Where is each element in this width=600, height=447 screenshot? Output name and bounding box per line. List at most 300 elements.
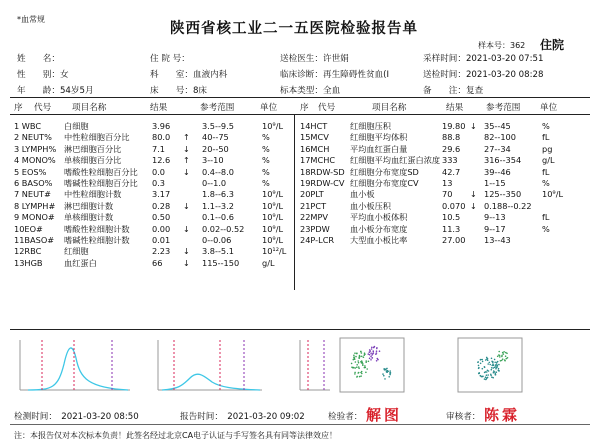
scatter-point	[496, 362, 498, 364]
test-result: 0.28	[152, 200, 171, 211]
scatter-point	[482, 376, 484, 378]
test-code: 5 EOS%	[14, 166, 47, 177]
table-row	[12, 144, 294, 155]
plt-histogram	[300, 340, 330, 390]
abnormal-flag: ↓	[470, 200, 477, 211]
test-name: 大型血小板比率	[350, 234, 408, 245]
test-result: 0.01	[152, 234, 171, 245]
scatter-point	[486, 374, 488, 376]
scatter-point	[480, 375, 482, 377]
test-code: 16MCH	[300, 143, 330, 154]
reference-range: 0--0.06	[202, 234, 232, 245]
scatter-point	[489, 364, 491, 366]
scatter-point	[503, 353, 505, 355]
test-unit: 10⁹/L	[262, 200, 284, 211]
test-code: 23PDW	[300, 223, 330, 234]
test-name: 血红蛋白	[64, 257, 97, 268]
scatter-point	[385, 368, 387, 370]
scatter-point	[487, 374, 489, 376]
scatter-point	[376, 350, 378, 352]
table-row	[298, 224, 590, 235]
test-result: 0.00	[152, 223, 171, 234]
test-name: 平均血小板体积	[350, 212, 408, 223]
test-code: 13HGB	[14, 257, 43, 268]
scatter-point	[501, 360, 503, 362]
reference-range: 40--75	[202, 132, 229, 143]
scatter-point	[487, 370, 489, 372]
reference-range: 115--150	[202, 257, 240, 268]
scatter-point	[497, 356, 499, 358]
col-header-range: 参考范围	[200, 103, 235, 113]
test-result: 66	[152, 257, 163, 268]
col-header-seq-right: 序	[300, 103, 309, 113]
table-row	[12, 224, 294, 235]
scatter-point	[354, 352, 356, 354]
table-top-rule	[10, 97, 590, 98]
test-name: 嗜碱性粒细胞计数	[64, 234, 130, 245]
scatter-point	[507, 357, 509, 359]
test-code: 1 WBC	[14, 121, 42, 131]
scatter-point	[494, 371, 496, 373]
test-unit: g/L	[262, 257, 275, 268]
scatter-point	[362, 363, 364, 365]
col-header-result-right: 结果	[446, 103, 464, 113]
scatter-point	[370, 352, 372, 354]
test-unit: fL	[542, 212, 550, 223]
scatter-point	[366, 368, 368, 370]
tester-signature: 解图	[366, 406, 403, 424]
test-name: 淋巴细胞百分比	[64, 143, 122, 154]
scatter-point	[484, 366, 486, 368]
report-time: 报告时间： 2021-03-20 09:02	[180, 412, 305, 422]
test-unit: 10¹²/L	[262, 246, 287, 257]
rbc-histogram	[158, 340, 262, 390]
table-bottom-rule	[10, 329, 590, 330]
test-name: 中性粒细胞百分比	[64, 132, 130, 143]
scatter-point	[495, 364, 497, 366]
scatter-point	[386, 371, 388, 373]
scatter-point	[383, 375, 385, 377]
wbc-histogram	[20, 340, 130, 390]
scatter-point	[497, 365, 499, 367]
table-row	[12, 189, 294, 200]
scatter-point	[480, 359, 482, 361]
test-unit: %	[542, 177, 550, 188]
abnormal-flag: ↑	[183, 155, 190, 166]
table-row	[298, 167, 590, 178]
test-result: 29.6	[442, 143, 461, 154]
table-row	[12, 121, 294, 132]
reference-range: 35--45	[484, 121, 511, 131]
analyzer-graphs	[12, 334, 588, 396]
reference-range: 0.188--0.22	[484, 200, 532, 211]
scatter-point	[487, 377, 489, 379]
table-row	[12, 132, 294, 143]
table-row	[12, 201, 294, 212]
table-row	[298, 121, 590, 132]
table-row	[298, 201, 590, 212]
table-row	[298, 212, 590, 223]
patient-sex: 性 别：女	[17, 70, 69, 80]
scatter-point	[371, 347, 373, 349]
test-result: 70	[442, 189, 453, 200]
scatter-point	[364, 365, 366, 367]
scatter-point	[486, 357, 488, 359]
scatter-point	[482, 368, 484, 370]
reference-range: 9--13	[484, 212, 506, 223]
scatter-point	[360, 351, 362, 353]
remark: 备 注：复查	[423, 86, 484, 96]
test-code: 9 MONO#	[14, 212, 55, 223]
scatter-point	[372, 350, 374, 352]
test-result: 0.3	[152, 177, 166, 188]
scatter-point	[498, 368, 500, 370]
abnormal-flag: ↓	[470, 189, 477, 200]
table-row	[12, 167, 294, 178]
abnormal-flag: ↓	[183, 200, 190, 211]
scatter-point	[363, 356, 365, 358]
scatter-point	[359, 376, 361, 378]
footer-rule	[10, 424, 590, 425]
receive-time: 送检时间：2021-03-20 08:28	[423, 70, 544, 80]
scatter-point	[482, 361, 484, 363]
test-unit: 10⁹/L	[262, 234, 284, 245]
scatter-point	[369, 358, 371, 360]
test-unit: 10⁹/L	[262, 212, 284, 223]
scatter-point	[356, 376, 358, 378]
report-type-tag: *血常规	[17, 15, 45, 24]
test-name: 单核细胞百分比	[64, 155, 122, 166]
test-name: 血小板	[350, 189, 375, 200]
test-name: 血小板压积	[350, 200, 391, 211]
scatter-point	[485, 376, 487, 378]
table-row	[298, 235, 590, 246]
admission-number: 住 院 号：	[150, 54, 190, 64]
test-code: 4 MONO%	[14, 155, 56, 166]
scatter-point	[504, 359, 506, 361]
test-code: 2 NEUT%	[14, 132, 52, 143]
table-row	[12, 246, 294, 257]
scatter-point	[365, 361, 367, 363]
test-code: 6 BASO%	[14, 177, 53, 188]
scatter-point	[389, 374, 391, 376]
col-header-seq: 序	[14, 103, 23, 113]
test-result: 13	[442, 177, 453, 188]
reference-range: 3.5--9.5	[202, 121, 234, 131]
scatter-point	[478, 373, 480, 375]
diff-scatterplot	[340, 338, 404, 392]
col-header-code-right: 代号	[318, 103, 336, 113]
test-result: 88.8	[442, 132, 461, 143]
scatter-point	[358, 356, 360, 358]
col-header-code: 代号	[34, 103, 52, 113]
test-code: 10EO#	[14, 223, 43, 234]
reviewer-label: 审核者：	[446, 412, 481, 422]
reference-range: 39--46	[484, 166, 511, 177]
baso-scatterplot	[458, 338, 522, 392]
test-unit: %	[542, 121, 550, 131]
collect-time: 采样时间：2021-03-20 07:51	[423, 54, 544, 64]
scatter-point	[355, 356, 357, 358]
scatter-point	[375, 353, 377, 355]
test-unit: %	[262, 166, 270, 177]
test-unit: 10⁹/L	[262, 121, 284, 131]
scatter-point	[355, 361, 357, 363]
scatter-point	[376, 347, 378, 349]
scatter-point	[369, 351, 371, 353]
table-row	[298, 144, 590, 155]
sample-number: 样本号：362	[478, 41, 526, 50]
reference-range: 1.8--6.3	[202, 189, 234, 200]
abnormal-flag: ↓	[183, 223, 190, 234]
test-result: 80.0	[152, 132, 171, 143]
test-code: 14HCT	[300, 121, 328, 131]
scatter-point	[360, 372, 362, 374]
test-code: 17MCHC	[300, 155, 336, 166]
test-unit: %	[262, 132, 270, 143]
result-list-right	[298, 121, 590, 246]
test-unit: %	[262, 155, 270, 166]
test-unit: 10⁹/L	[262, 223, 284, 234]
specimen-type: 标本类型：全血	[280, 86, 341, 96]
result-list-left	[12, 121, 294, 269]
scatter-point	[372, 357, 374, 359]
test-unit: %	[262, 143, 270, 154]
clinical-diagnosis: 临床诊断：再生障碍性贫血(I	[280, 70, 390, 80]
test-unit: fL	[542, 132, 550, 143]
test-name: 红细胞平均血红蛋白浓度	[350, 155, 441, 166]
scatter-point	[364, 367, 366, 369]
scatter-point	[506, 353, 508, 355]
reference-range: 316--354	[484, 155, 522, 166]
scatter-point	[370, 356, 372, 358]
test-name: 红细胞压积	[350, 121, 391, 131]
test-result: 3.17	[152, 189, 171, 200]
test-result: 7.1	[152, 143, 166, 154]
reference-range: 3.8--5.1	[202, 246, 234, 257]
tester-label: 检验者：	[328, 412, 363, 422]
scatter-point	[390, 372, 392, 374]
reference-range: 0--1.0	[202, 177, 227, 188]
test-unit: 10⁹/L	[262, 189, 284, 200]
col-header-item: 项目名称	[72, 103, 107, 113]
scatter-point	[491, 367, 493, 369]
reference-range: 13--43	[484, 234, 511, 245]
scatter-point	[480, 363, 482, 365]
test-code: 15MCV	[300, 132, 329, 143]
scatter-point	[369, 349, 371, 351]
scatter-point	[356, 353, 358, 355]
reference-range: 0.1--0.6	[202, 212, 234, 223]
reference-range: 27--34	[484, 143, 511, 154]
test-unit: %	[262, 177, 270, 188]
test-unit: 10⁹/L	[542, 189, 564, 200]
test-code: 18RDW-SD	[300, 166, 345, 177]
scatter-point	[379, 350, 381, 352]
scatter-point	[478, 367, 480, 369]
test-result: 2.23	[152, 246, 171, 257]
table-column-divider	[294, 114, 295, 290]
col-header-unit: 单位	[260, 103, 278, 113]
reviewer-signature: 陈霖	[484, 406, 521, 424]
test-unit: pg	[542, 143, 553, 154]
col-header-item-right: 项目名称	[372, 103, 407, 113]
scatter-point	[490, 374, 492, 376]
col-header-result: 结果	[150, 103, 168, 113]
scatter-point	[491, 358, 493, 360]
patient-age: 年 龄：54岁5月	[17, 86, 94, 96]
scatter-point	[491, 369, 493, 371]
test-code: 21PCT	[300, 200, 327, 211]
col-header-unit-right: 单位	[540, 103, 558, 113]
reference-range: 0.4--8.0	[202, 166, 234, 177]
department: 科 室：血液内科	[150, 70, 228, 80]
scatter-point	[485, 379, 487, 381]
reference-range: 20--50	[202, 143, 229, 154]
scatter-point	[362, 362, 364, 364]
scatter-point	[352, 367, 354, 369]
scatter-point	[487, 360, 489, 362]
scatter-point	[371, 348, 373, 350]
test-name: 红细胞分布宽度CV	[350, 177, 419, 188]
table-row	[298, 132, 590, 143]
test-result: 0.070	[442, 200, 466, 211]
scatter-point	[503, 351, 505, 353]
test-code: 20PLT	[300, 189, 324, 200]
col-header-range-right: 参考范围	[486, 103, 521, 113]
scatter-point	[368, 361, 370, 363]
test-name: 白细胞	[64, 121, 89, 131]
scatter-point	[354, 372, 356, 374]
scatter-point	[362, 364, 364, 366]
test-name: 淋巴细胞计数	[64, 200, 114, 211]
abnormal-flag: ↓	[183, 143, 190, 154]
abnormal-flag: ↓	[183, 166, 190, 177]
test-name: 中性粒细胞计数	[64, 189, 122, 200]
test-time: 检测时间： 2021-03-20 08:50	[14, 412, 139, 422]
scatter-point	[356, 364, 358, 366]
scatter-point	[495, 373, 497, 375]
test-name: 嗜酸性粒细胞计数	[64, 223, 130, 234]
scatter-point	[496, 371, 498, 373]
table-row	[12, 235, 294, 246]
scatter-point	[489, 362, 491, 364]
test-name: 嗜碱性粒细胞百分比	[64, 177, 138, 188]
scatter-point	[494, 359, 496, 361]
scatter-point	[496, 367, 498, 369]
test-result: 10.5	[442, 212, 461, 223]
scatter-point	[354, 358, 356, 360]
sending-doctor: 送检医生：许世娟	[280, 54, 349, 64]
scatter-point	[498, 351, 500, 353]
scatter-point	[389, 370, 391, 372]
test-unit: %	[542, 223, 550, 234]
reference-range: 1.1--3.2	[202, 200, 234, 211]
test-code: 7 NEUT#	[14, 189, 51, 200]
scatter-point	[478, 365, 480, 367]
scatter-point	[357, 360, 359, 362]
test-name: 嗜酸性粒细胞百分比	[64, 166, 138, 177]
scatter-point	[358, 366, 360, 368]
table-row	[298, 178, 590, 189]
test-result: 27.00	[442, 234, 466, 245]
reference-range: 9--17	[484, 223, 506, 234]
scatter-point	[501, 355, 503, 357]
reference-range: 125--350	[484, 189, 522, 200]
disclaimer: 注：本报告仅对本次标本负责！此签名经过北京CA电子认证与手写签名具有同等法律效应！	[14, 431, 338, 440]
scatter-point	[382, 373, 384, 375]
test-name: 红细胞分布宽度SD	[350, 166, 419, 177]
scatter-point	[499, 356, 501, 358]
test-name: 平均血红蛋白量	[350, 143, 408, 154]
scatter-point	[498, 364, 500, 366]
test-unit: g/L	[542, 155, 555, 166]
table-row	[12, 178, 294, 189]
inpatient-tag: 住院	[540, 38, 565, 52]
reference-range: 0.02--0.52	[202, 223, 245, 234]
scatter-point	[360, 375, 362, 377]
test-code: 22MPV	[300, 212, 329, 223]
test-code: 12RBC	[14, 246, 42, 257]
scatter-point	[384, 378, 386, 380]
test-result: 11.3	[442, 223, 461, 234]
reference-range: 82--100	[484, 132, 516, 143]
scatter-point	[372, 353, 374, 355]
test-name: 红细胞	[64, 246, 89, 257]
abnormal-flag: ↓	[183, 246, 190, 257]
abnormal-flag: ↑	[183, 132, 190, 143]
test-name: 单核细胞计数	[64, 212, 114, 223]
scatter-point	[487, 363, 489, 365]
abnormal-flag: ↓	[470, 121, 477, 131]
scatter-point	[365, 372, 367, 374]
scatter-point	[358, 372, 360, 374]
scatter-point	[353, 359, 355, 361]
test-result: 12.6	[152, 155, 171, 166]
test-result: 42.7	[442, 166, 461, 177]
test-name: 血小板分布宽度	[350, 223, 408, 234]
scatter-point	[354, 373, 356, 375]
scatter-point	[361, 356, 363, 358]
test-code: 11BASO#	[14, 234, 55, 245]
scatter-point	[485, 371, 487, 373]
scatter-point	[493, 367, 495, 369]
test-code: 19RDW-CV	[300, 177, 345, 188]
scatter-point	[477, 361, 479, 363]
reference-range: 1--15	[484, 177, 506, 188]
scatter-point	[370, 359, 372, 361]
scatter-point	[494, 362, 496, 364]
table-header-rule	[10, 114, 590, 115]
scatter-point	[498, 354, 500, 356]
bed-number: 床 号：8床	[150, 86, 208, 96]
scatter-point	[492, 361, 494, 363]
scatter-point	[481, 359, 483, 361]
test-result: 0.0	[152, 166, 166, 177]
test-result: 3.96	[152, 121, 171, 131]
scatter-point	[353, 355, 355, 357]
scatter-point	[356, 366, 358, 368]
scatter-point	[491, 376, 493, 378]
table-row	[12, 258, 294, 269]
scatter-point	[373, 347, 375, 349]
table-row	[12, 212, 294, 223]
reference-range: 3--10	[202, 155, 224, 166]
scatter-point	[502, 352, 504, 354]
test-code: 8 LYMPH#	[14, 200, 56, 211]
scatter-point	[361, 352, 363, 354]
table-row	[298, 155, 590, 166]
